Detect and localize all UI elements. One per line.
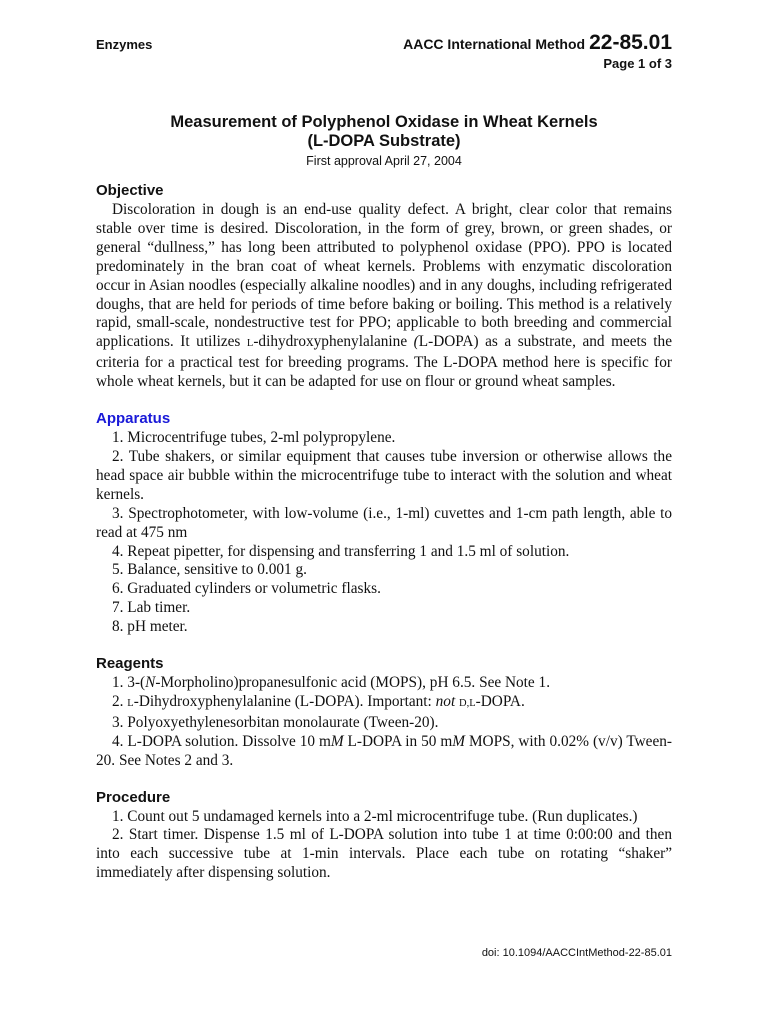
reagent-item [96,733,672,771]
objective-text-b: -dihydroxyphenylalanine [253,333,414,351]
objective-paren: ( [413,333,419,351]
method-header [403,31,672,71]
reagent-italic: N [145,674,156,692]
procedure-heading: Procedure [96,788,171,806]
reagent-italic: not [435,692,456,710]
reagent-italic: M [330,732,344,750]
reagent-item: 3. Polyoxyethylenesorbitan monolaurate (Tween-20). [112,713,439,731]
reagent-item [96,674,672,693]
apparatus-item: 8. pH meter. [112,618,188,636]
page-indicator: Page 1 of 3 [603,56,672,71]
title-block [96,113,672,168]
procedure-section [96,788,672,884]
objective-heading: Objective [96,182,164,199]
reagent-item [96,693,672,714]
reagent-smallcaps: D,L [459,697,476,709]
objective-text-a: Discoloration in dough is an end-use quality defect. A bright, clear color that remains stable over time is desired. Discoloration, in the form of grey, brown, or green shades, or general “dullness,” has long been attributed to polyphenol oxidase (PPO). PPO is located predominately in the bran coat of wheat kernels. Problems with enzymatic discoloration occur in Asian noodles (especially alkaline noodles) and in any doughs, including refrigerated doughs, that are held for periods of time before baking or boiling. This method is a relatively rapid, small-scale, nondestructive test for PPO; applicable to both breeding and commercial applications. It utilizes [96,201,672,351]
reagent-text: 1. 3-( [112,674,146,692]
reagent-text: MOPS, with 0.02% (v/v) Tween-20. See Notes 2 and 3. [96,732,672,769]
apparatus-section [96,409,672,637]
apparatus-item: 4. Repeat pipetter, for dispensing and transferring 1 and 1.5 ml of solution. [112,542,570,560]
reagents-heading: Reagents [96,655,164,673]
objective-paragraph [96,201,672,392]
document-body [96,181,672,883]
method-number: 22-85.01 [589,31,672,54]
procedure-item: 1. Count out 5 undamaged kernels into a 2-ml microcentrifuge tube. (Run duplicates.) [112,807,638,825]
apparatus-item: 6. Graduated cylinders or volumetric flasks. [112,580,381,598]
approval-date: First approval April 27, 2004 [306,154,462,168]
apparatus-item: 3. Spectrophotometer, with low-volume (i.e., 1-ml) cuvettes and 1-cm path length, able to read at 475 nm [96,504,672,541]
category-label: Enzymes [96,37,153,52]
reagent-text: -Dihydroxyphenylalanine (L-DOPA). Important: [133,692,436,710]
document-subtitle: (L-DOPA Substrate) [307,132,461,150]
reagent-italic: M [452,732,466,750]
objective-smallcaps-l: L [246,338,254,350]
method-line [403,31,672,55]
apparatus-heading: Apparatus [96,410,171,428]
reagent-text: -Morpholino)propanesulfonic acid (MOPS), pH 6.5. See Note 1. [155,674,551,692]
apparatus-item: 5. Balance, sensitive to 0.001 g. [112,561,307,579]
document-title: Measurement of Polyphenol Oxidase in Wheat Kernels [170,113,598,131]
objective-section [96,181,672,392]
reagents-section [96,654,672,771]
objective-text-c: L-DOPA) as a substrate, and meets the criteria for a practical test for breeding programs. The L-DOPA method here is specific for whole wheat kernels, but it can be adapted for use on flour or ground wheat samples. [96,333,672,391]
doi-footer: doi: 10.1094/AACCIntMethod-22-85.01 [481,947,672,959]
reagent-text: 2. [112,692,128,710]
reagent-text: 4. L-DOPA solution. Dissolve 10 m [112,732,331,750]
reagent-smallcaps: L [127,697,134,709]
procedure-item: 2. Start timer. Dispense 1.5 ml of L-DOPA solution into tube 1 at time 0:00:00 and then into each successive tube at 1-min intervals. Place each tube on rotating “shaker” immediately after dispensing solution. [96,826,672,882]
reagent-text: L-DOPA in 50 m [343,732,453,750]
apparatus-item: 7. Lab timer. [112,599,191,617]
apparatus-item: 2. Tube shakers, or similar equipment that causes tube inversion or otherwise allows the head space air bubble within the microcentrifuge tube to interact with the solution and wheat kernels. [96,447,672,503]
apparatus-item: 1. Microcentrifuge tubes, 2-ml polypropylene. [112,429,396,447]
method-label: AACC International Method [403,36,586,52]
reagent-text: -DOPA. [475,692,525,710]
